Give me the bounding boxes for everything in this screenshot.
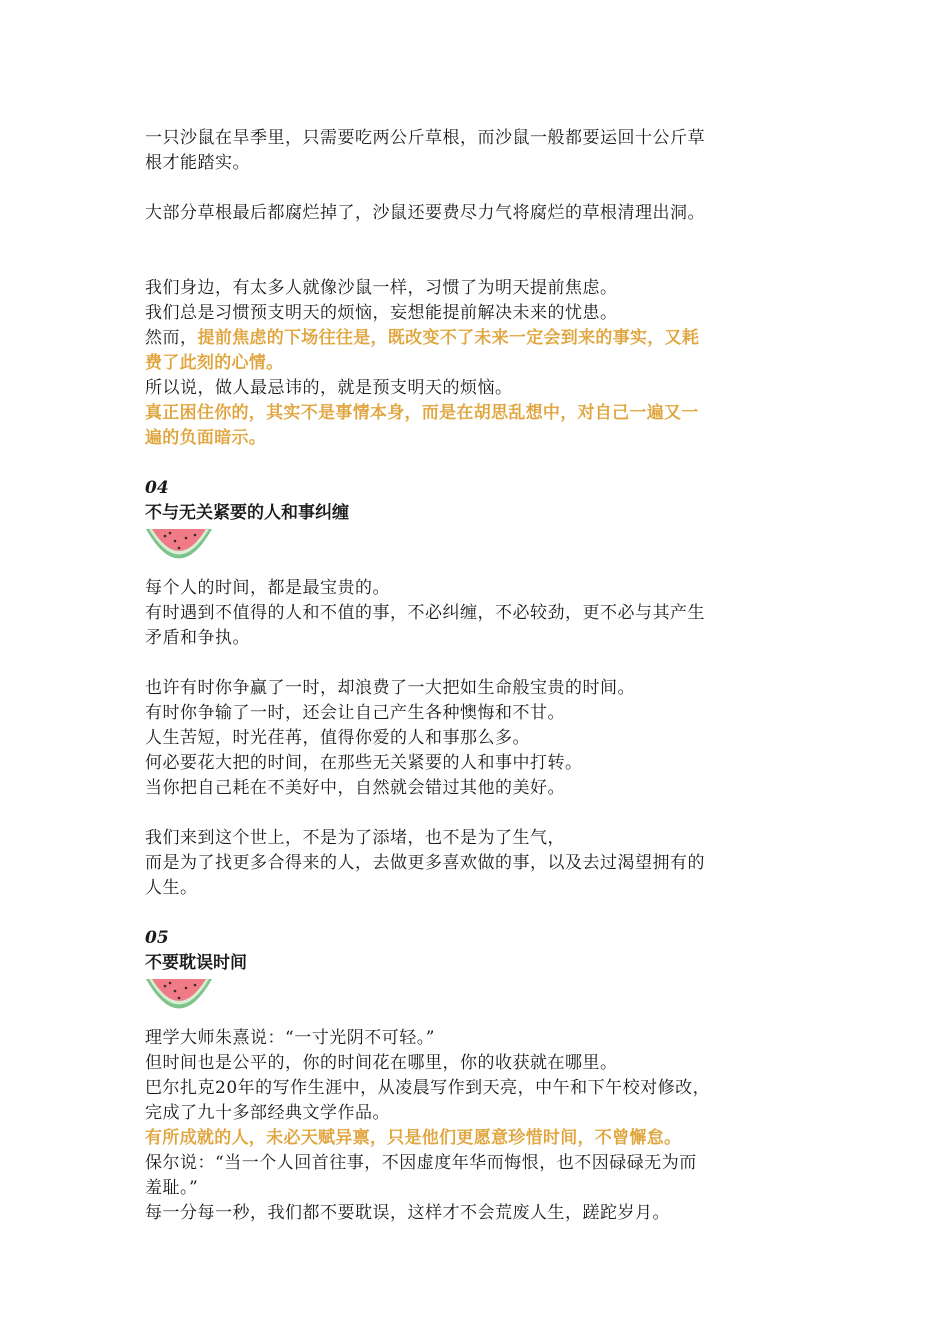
paragraph-line: 羞耻。”	[145, 1178, 199, 1198]
highlight-text: 遍的负面暗示。	[145, 428, 267, 448]
paragraph-line: 我们身边，有太多人就像沙鼠一样，习惯了为明天提前焦虑。	[145, 278, 618, 298]
section-number: 04	[145, 478, 169, 498]
section-number: 05	[145, 928, 169, 948]
paragraph-line	[145, 326, 805, 351]
paragraph-line: 巴尔扎克20年的写作生涯中，从凌晨写作到天亮，中午和下午校对修改，	[145, 1078, 711, 1098]
section-title: 不要耽误时间	[145, 953, 247, 973]
paragraph-line: 保尔说：“当一个人回首往事，不因虚度年华而悔恨，也不因碌碌无为而	[145, 1153, 697, 1173]
paragraph-line: 一只沙鼠在旱季里，只需要吃两公斤草根，而沙鼠一般都要运回十公斤草	[145, 128, 705, 148]
paragraph-line: 而是为了找更多合得来的人，去做更多喜欢做的事，以及去过渴望拥有的	[145, 853, 705, 873]
paragraph-line: 但时间也是公平的，你的时间花在哪里，你的收获就在哪里。	[145, 1053, 618, 1073]
paragraph-line: 矛盾和争执。	[145, 628, 250, 648]
article-body	[145, 126, 805, 1226]
paragraph-line: 我们总是习惯预支明天的烦恼，妄想能提前解决未来的忧患。	[145, 303, 618, 323]
paragraph-line: 所以说，做人最忌讳的，就是预支明天的烦恼。	[145, 378, 513, 398]
paragraph-line: 当你把自己耗在不美好中，自然就会错过其他的美好。	[145, 778, 565, 798]
paragraph-line: 有时你争输了一时，还会让自己产生各种懊悔和不甘。	[145, 703, 565, 723]
paragraph-line: 人生苦短，时光荏苒，值得你爱的人和事那么多。	[145, 728, 530, 748]
highlight-text: 有所成就的人，未必天赋异禀，只是他们更愿意珍惜时间，不曾懈怠。	[145, 1128, 682, 1148]
paragraph-line: 大部分草根最后都腐烂掉了，沙鼠还要费尽力气将腐烂的草根清理出洞。	[145, 203, 705, 223]
highlight-text: 提前焦虑的下场往往是，既改变不了未来一定会到来的事实，又耗	[197, 328, 700, 348]
paragraph-line: 我们来到这个世上，不是为了添堵，也不是为了生气，	[145, 828, 565, 848]
text-segment: 然而，	[145, 328, 198, 348]
paragraph-line: 完成了九十多部经典文学作品。	[145, 1103, 390, 1123]
watermelon-icon	[145, 976, 805, 1014]
paragraph-line: 也许有时你争赢了一时，却浪费了一大把如生命般宝贵的时间。	[145, 678, 635, 698]
paragraph-line: 理学大师朱熹说：“一寸光阴不可轻。”	[145, 1028, 435, 1048]
paragraph-line: 每一分每一秒，我们都不要耽误，这样才不会荒废人生，蹉跎岁月。	[145, 1203, 670, 1223]
paragraph-line: 何必要花大把的时间，在那些无关紧要的人和事中打转。	[145, 753, 583, 773]
paragraph-line: 有时遇到不值得的人和不值的事，不必纠缠，不必较劲，更不必与其产生	[145, 603, 705, 623]
highlight-text: 费了此刻的心情。	[145, 353, 284, 373]
paragraph-line: 人生。	[145, 878, 198, 898]
paragraph-line: 每个人的时间，都是最宝贵的。	[145, 578, 390, 598]
section-title: 不与无关紧要的人和事纠缠	[145, 503, 349, 523]
highlight-text: 真正困住你的，其实不是事情本身，而是在胡思乱想中，对自己一遍又一	[145, 403, 699, 423]
paragraph-line: 根才能踏实。	[145, 153, 250, 173]
watermelon-icon	[145, 526, 805, 564]
